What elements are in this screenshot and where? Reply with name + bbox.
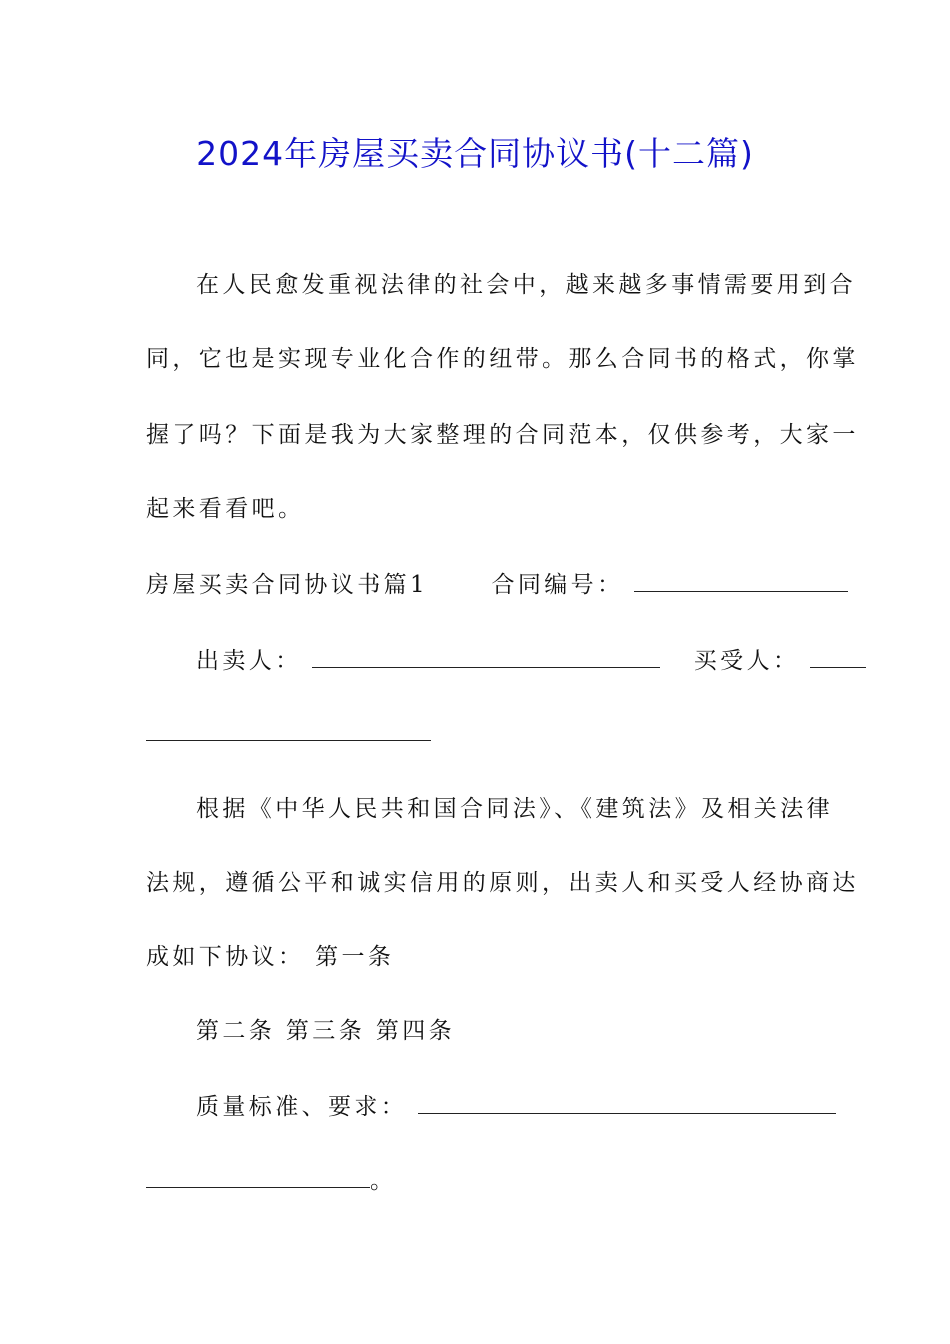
parties-line	[196, 646, 866, 676]
document-title: 2024年房屋买卖合同协议书(十二篇)	[196, 134, 754, 173]
intro-line-2: 同，它也是实现专业化合作的纽带。那么合同书的格式，你掌	[146, 346, 859, 372]
seller-label: 出卖人：	[196, 648, 302, 674]
intro-line-4: 起来看看吧。	[146, 496, 305, 522]
seller-blank[interactable]	[312, 647, 660, 668]
quality-blank[interactable]	[418, 1093, 836, 1114]
end-mark: 。	[370, 1168, 397, 1194]
basis-line-2: 法规，遵循公平和诚实信用的原则，出卖人和买受人经协商达	[146, 870, 859, 896]
quality-line-continued	[146, 1166, 396, 1196]
articles-line: 第二条 第三条 第四条	[196, 1018, 456, 1044]
intro-line-3: 握了吗？下面是我为大家整理的合同范本，仅供参考，大家一	[146, 422, 859, 448]
contract-no-blank[interactable]	[634, 571, 848, 592]
buyer-blank-start[interactable]	[810, 647, 866, 668]
quality-line	[196, 1092, 836, 1122]
intro-line-1: 在人民愈发重视法律的社会中，越来越多事情需要用到合	[196, 272, 856, 298]
section-heading-line	[146, 570, 848, 600]
section1-heading: 房屋买卖合同协议书篇1	[146, 572, 429, 598]
buyer-label: 买受人：	[693, 648, 800, 674]
quality-blank-continued[interactable]	[146, 1167, 370, 1188]
contract-no-label: 合同编号：	[491, 572, 624, 598]
basis-line-1: 根据《中华人民共和国合同法》、《建筑法》及相关法律	[196, 796, 833, 822]
buyer-blank-continued[interactable]	[146, 720, 431, 741]
basis-line-3: 成如下协议： 第一条	[146, 944, 395, 970]
quality-label: 质量标准、要求：	[196, 1094, 408, 1120]
